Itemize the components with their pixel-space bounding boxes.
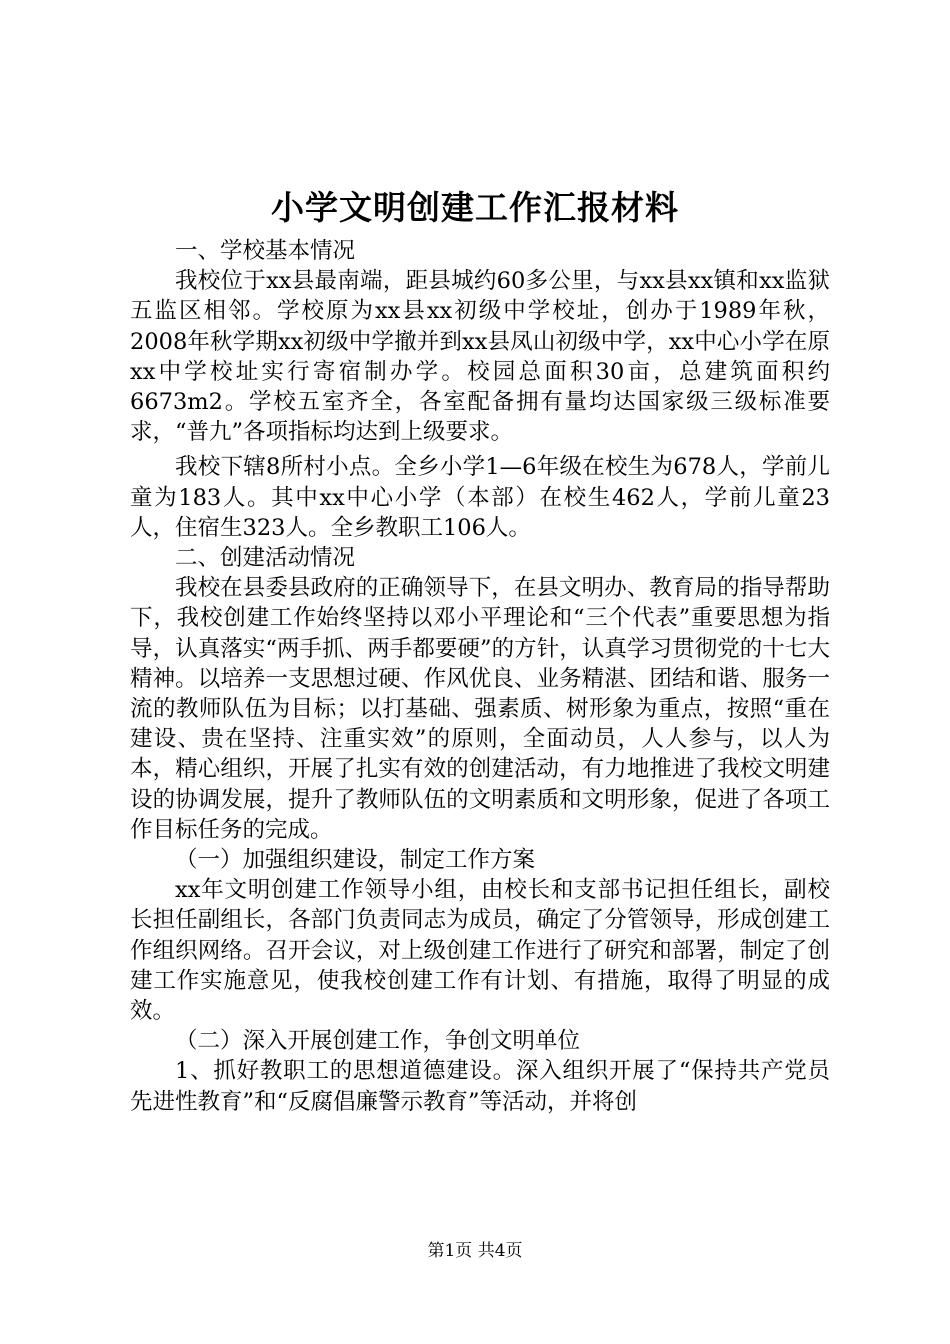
section-heading: 二、创建活动情况 — [175, 545, 356, 572]
body-paragraph: 1、抓好教职工的思想道德建设。深入组织开展了“保持共产党员先进性教育”和“反腐倡廉警示教育”等活动，并将创 — [130, 1058, 830, 1115]
body-paragraph: 我校下辖8所村小点。全乡小学1—6年级在校生为678人，学前儿童为183人。其中xx中心小学（本部）在校生462人，学前儿童23人，住宿生323人。全乡教职工106人。 — [130, 454, 830, 541]
document-body — [130, 236, 830, 1117]
subsection-heading: （一）加强组织建设，制定工作方案 — [175, 847, 536, 874]
subsection-heading: （二）深入开展创建工作，争创文明单位 — [175, 1028, 581, 1055]
body-paragraph: 我校在县委县政府的正确领导下，在县文明办、教育局的指导帮助下，我校创建工作始终坚持以邓小平理论和“三个代表”重要思想为指导，认真落实“两手抓、两手都要硬”的方针，认真学习贯彻党的十七大精神。以培养一支思想过硬、作风优良、业务精湛、团结和谐、服务一流的教师队伍为目标；以打基础、强素质、树形象为重点，按照“重在建设、贵在坚持、注重实效”的原则，全面动员，人人参与，以人为本，精心组织，开展了扎实有效的创建活动，有力地推进了我校文明建设的协调发展，提升了教师队伍的文明素质和文明形象，促进了各项工作目标任务的完成。 — [130, 575, 830, 843]
body-paragraph: 我校位于xx县最南端，距县城约60多公里，与xx县xx镇和xx监狱五监区相邻。学校原为xx县xx初级中学校址，创办于1989年秋，2008年秋学期xx初级中学撤并到xx县凤山初级中学，xx中心小学在原xx中学校址实行寄宿制办学。校园总面积30亩，总建筑面积约6673m2。学校五室齐全，各室配备拥有量均达国家级三级标准要求，“普九”各项指标均达到上级要求。 — [130, 268, 830, 446]
page-number: 第1页 共4页 — [427, 1241, 523, 1261]
document-title: 小学文明创建工作汇报材料 — [271, 188, 679, 227]
body-paragraph: xx年文明创建工作领导小组，由校长和支部书记担任组长，副校长担任副组长，各部门负责同志为成员，确定了分管领导，形成创建工作组织网络。召开会议，对上级创建工作进行了研究和部署，制定了创建工作实施意见，使我校创建工作有计划、有措施，取得了明显的成效。 — [130, 877, 830, 1025]
section-heading: 一、学校基本情况 — [175, 238, 356, 264]
